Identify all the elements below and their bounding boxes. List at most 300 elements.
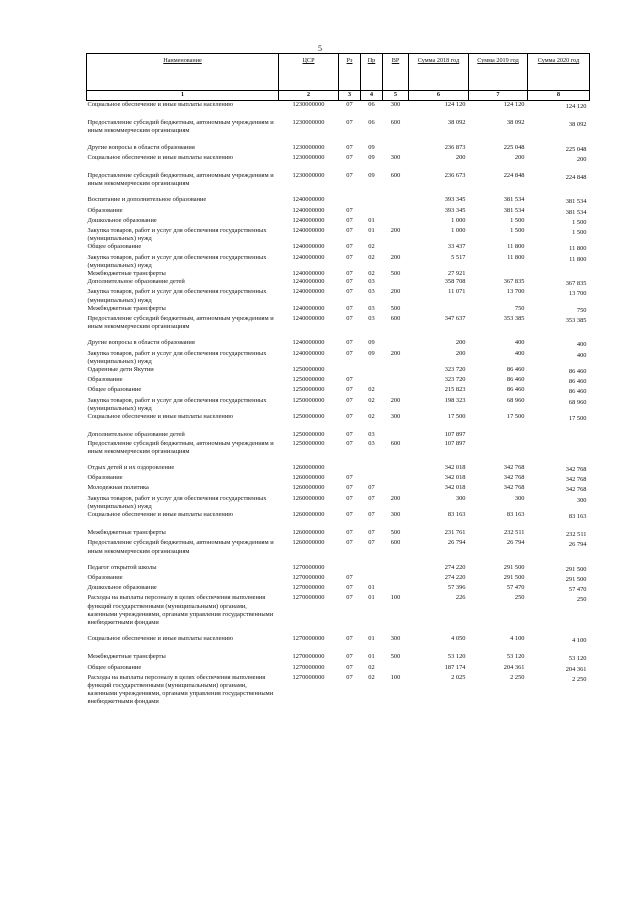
row-sum-2018: 358 708	[444, 278, 466, 286]
row-csr: 1240000000	[292, 227, 325, 235]
row-sum-2018: 300	[455, 494, 466, 502]
row-sum-2020: 53 120	[568, 655, 587, 663]
row-name: Межбюджетные трансферты	[87, 304, 166, 312]
row-csr: 1260000000	[292, 484, 325, 492]
row-sum-2019: 232 511	[503, 529, 525, 537]
row-spacer-cell	[87, 456, 590, 464]
row-sum-2018: 200	[455, 349, 466, 357]
row-vr	[383, 484, 409, 494]
row-sum-2020	[528, 270, 590, 278]
row-sum-2019: 225 048	[503, 143, 525, 151]
row-pr: 01	[368, 653, 375, 661]
table-row	[87, 664, 590, 674]
row-sum-2019: 11 800	[507, 243, 525, 251]
col-number: 8	[528, 91, 590, 101]
row-sum-2020: 4 100	[572, 637, 587, 645]
row-rz: 07	[346, 243, 353, 251]
table-row	[87, 674, 590, 707]
row-sum-2018: 1 000	[451, 216, 466, 224]
row-pr: 02	[368, 386, 375, 394]
row-csr: 1250000000	[292, 376, 325, 384]
row-rz	[339, 564, 361, 574]
table-row	[87, 511, 590, 521]
row-name: Предоставление субсидий бюджетным, автономным учреждениям и иным некоммерческим организациям	[87, 539, 274, 555]
row-rz: 07	[346, 288, 353, 296]
row-vr: 200	[390, 288, 401, 296]
row-vr: 500	[390, 653, 401, 661]
row-name: Социальное обеспечение и иные выплаты населению	[87, 413, 234, 421]
column-number-row	[87, 91, 590, 101]
row-sum-2019: 53 120	[506, 653, 525, 661]
table-row	[87, 270, 590, 278]
row-pr: 03	[368, 439, 375, 447]
row-sum-2020: 13 700	[568, 290, 587, 298]
row-csr: 1260000000	[292, 463, 325, 471]
table-row	[87, 635, 590, 645]
row-sum-2020: 381 534	[565, 198, 587, 206]
row-rz: 07	[346, 573, 353, 581]
header-vr: ВР	[383, 54, 409, 91]
row-sum-2019: 86 460	[506, 366, 525, 374]
row-csr: 1270000000	[292, 594, 325, 602]
row-rz: 07	[346, 315, 353, 323]
row-pr	[361, 196, 383, 206]
budget-table-container	[86, 53, 589, 707]
row-sum-2020: 204 361	[565, 665, 587, 673]
row-sum-2019: 367 835	[503, 278, 525, 286]
row-rz: 07	[346, 431, 353, 439]
row-spacer	[87, 521, 590, 529]
row-rz: 07	[346, 216, 353, 224]
table-row	[87, 564, 590, 574]
row-sum-2019: 86 460	[506, 376, 525, 384]
row-csr: 1260000000	[292, 494, 325, 502]
row-vr	[383, 474, 409, 484]
row-vr: 200	[390, 253, 401, 261]
row-pr	[361, 464, 383, 474]
row-sum-2020: 250	[576, 596, 587, 604]
row-sum-2018: 323 720	[444, 366, 466, 374]
row-sum-2018: 274 220	[444, 573, 466, 581]
row-rz	[339, 366, 361, 376]
row-sum-2020: 342 768	[565, 486, 587, 494]
row-rz: 07	[346, 635, 353, 643]
row-rz: 07	[346, 119, 353, 127]
row-name: Отдых детей и их оздоровление	[87, 463, 175, 471]
table-body	[87, 101, 590, 707]
row-sum-2019	[469, 431, 528, 439]
row-name: Предоставление субсидий бюджетным, автономным учреждениям и иным некоммерческим организациям	[87, 172, 274, 188]
row-sum-2020: 86 460	[568, 368, 587, 376]
table-row	[87, 594, 590, 627]
row-name: Молодежная политика	[87, 484, 149, 492]
row-sum-2018: 236 673	[444, 172, 466, 180]
row-vr: 600	[390, 439, 401, 447]
row-vr: 200	[390, 396, 401, 404]
row-spacer-cell	[87, 556, 590, 564]
row-spacer-cell	[87, 521, 590, 529]
row-csr: 1230000000	[292, 153, 325, 161]
row-sum-2019: 381 534	[503, 196, 525, 204]
row-pr: 01	[368, 227, 375, 235]
row-rz: 07	[346, 153, 353, 161]
table-row	[87, 431, 590, 439]
row-spacer-cell	[87, 188, 590, 196]
row-sum-2020: 38 092	[568, 121, 587, 129]
row-rz: 07	[346, 349, 353, 357]
table-row	[87, 254, 590, 270]
row-pr: 09	[368, 143, 375, 151]
row-name: Образование	[87, 206, 123, 214]
row-sum-2019: 83 163	[506, 510, 525, 518]
row-csr: 1270000000	[292, 653, 325, 661]
row-sum-2018: 57 396	[447, 584, 466, 592]
row-sum-2019: 13 700	[506, 288, 525, 296]
row-sum-2018: 342 018	[444, 474, 466, 482]
row-csr: 1240000000	[292, 288, 325, 296]
row-vr: 200	[390, 494, 401, 502]
row-sum-2020: 750	[576, 306, 587, 314]
row-csr: 1270000000	[292, 573, 325, 581]
row-sum-2020: 26 794	[568, 541, 587, 549]
header-name: Наименование	[87, 54, 279, 91]
row-pr: 02	[368, 253, 375, 261]
row-sum-2018: 5 517	[451, 253, 466, 261]
row-rz: 07	[346, 101, 353, 108]
row-vr: 600	[390, 315, 401, 323]
row-name: Образование	[87, 474, 123, 482]
row-rz: 07	[346, 206, 353, 214]
row-sum-2019: 291 500	[503, 573, 525, 581]
row-vr	[383, 144, 409, 154]
table-row	[87, 539, 590, 555]
row-name: Закупка товаров, работ и услуг для обеспечения государственных (муниципальных) нужд	[87, 253, 267, 269]
row-vr: 500	[390, 270, 401, 278]
row-pr: 01	[368, 584, 375, 592]
row-pr: 09	[368, 339, 375, 347]
header-pr: Пр	[361, 54, 383, 91]
row-vr: 200	[390, 227, 401, 235]
row-sum-2018: 38 092	[447, 119, 466, 127]
row-csr: 1260000000	[292, 529, 325, 537]
row-spacer-cell	[87, 331, 590, 339]
row-sum-2018: 11 071	[448, 288, 466, 296]
row-sum-2018	[409, 305, 469, 315]
row-rz: 07	[346, 653, 353, 661]
row-sum-2019: 124 120	[503, 101, 525, 108]
row-csr: 1240000000	[292, 243, 325, 251]
table-row	[87, 288, 590, 304]
row-vr: 500	[390, 529, 401, 537]
row-pr	[361, 574, 383, 584]
table-row	[87, 584, 590, 594]
row-sum-2018: 33 437	[447, 243, 466, 251]
row-spacer	[87, 556, 590, 564]
row-vr: 300	[390, 510, 401, 518]
row-sum-2019: 4 100	[510, 635, 525, 643]
table-row	[87, 207, 590, 217]
row-csr: 1230000000	[292, 143, 325, 151]
row-name: Предоставление субсидий бюджетным, автономным учреждениям и иным некоммерческим организациям	[87, 315, 274, 331]
row-name: Другие вопросы в области образования	[87, 143, 195, 151]
row-vr	[383, 664, 409, 674]
row-pr: 09	[368, 153, 375, 161]
row-name: Общее образование	[87, 663, 142, 671]
row-spacer-cell	[87, 136, 590, 144]
row-csr: 1240000000	[292, 315, 325, 323]
header-sum-2018: Сумма 2018 год	[409, 54, 469, 91]
row-vr: 200	[390, 349, 401, 357]
table-row	[87, 386, 590, 396]
row-spacer	[87, 136, 590, 144]
row-pr	[361, 564, 383, 574]
row-sum-2019: 26 794	[506, 539, 525, 547]
row-rz: 07	[346, 539, 353, 547]
row-rz: 07	[346, 172, 353, 180]
row-pr: 07	[368, 529, 375, 537]
row-name: Воспитание и дополнительное образование	[87, 196, 207, 204]
row-name: Расходы на выплаты персоналу в целях обеспечения выполнения функций государственными (муниципальными) органами, казенными учреждениями, органами управления государственными внебюджетными фондами	[87, 594, 274, 626]
row-csr: 1240000000	[292, 253, 325, 261]
row-name: Закупка товаров, работ и услуг для обеспечения государственных (муниципальных) нужд	[87, 349, 267, 365]
row-sum-2019: 204 361	[503, 663, 525, 671]
table-header	[87, 54, 590, 101]
row-sum-2019: 1 500	[510, 227, 525, 235]
row-sum-2020	[528, 440, 590, 456]
row-rz: 07	[346, 253, 353, 261]
header-csr: ЦСР	[279, 54, 339, 91]
row-vr: 600	[390, 172, 401, 180]
row-sum-2019: 57 470	[506, 584, 525, 592]
row-csr: 1230000000	[292, 101, 325, 108]
row-name: Предоставление субсидий бюджетным, автономным учреждениям и иным некоммерческим организациям	[87, 119, 274, 135]
table-row	[87, 217, 590, 227]
row-sum-2018: 200	[455, 339, 466, 347]
row-rz: 07	[346, 413, 353, 421]
row-rz: 07	[346, 510, 353, 518]
row-pr: 09	[368, 172, 375, 180]
table-row	[87, 464, 590, 474]
row-sum-2020: 1 500	[572, 218, 587, 226]
row-vr	[383, 386, 409, 396]
row-pr: 02	[368, 663, 375, 671]
row-csr: 1260000000	[292, 539, 325, 547]
row-sum-2019: 750	[514, 304, 525, 312]
table-row	[87, 574, 590, 584]
table-row	[87, 474, 590, 484]
row-sum-2019: 17 500	[506, 413, 525, 421]
row-csr: 1270000000	[292, 635, 325, 643]
row-vr: 300	[390, 153, 401, 161]
row-pr: 06	[368, 119, 375, 127]
row-sum-2019: 381 534	[503, 206, 525, 214]
table-row	[87, 196, 590, 206]
col-number: 1	[87, 91, 279, 101]
col-number: 4	[361, 91, 383, 101]
row-sum-2019: 342 768	[503, 484, 525, 492]
row-name: Закупка товаров, работ и услуг для обеспечения государственных (муниципальных) нужд	[87, 288, 267, 304]
col-number: 3	[339, 91, 361, 101]
row-name: Расходы на выплаты персоналу в целях обеспечения выполнения функций государственными (муниципальными) органами, казенными учреждениями, органами управления государственными внебюджетными фондами	[87, 673, 274, 706]
row-sum-2019: 400	[514, 349, 525, 357]
table-row	[87, 172, 590, 188]
row-spacer	[87, 423, 590, 431]
row-vr	[383, 366, 409, 376]
row-sum-2020: 291 500	[565, 575, 587, 583]
row-vr: 500	[390, 304, 401, 312]
row-name: Дошкольное образование	[87, 216, 157, 224]
row-pr: 09	[368, 349, 375, 357]
row-sum-2018: 107 897	[444, 439, 466, 447]
row-sum-2019: 250	[514, 594, 525, 602]
row-csr: 1270000000	[292, 673, 325, 681]
row-rz: 07	[346, 270, 353, 278]
row-pr: 01	[368, 216, 375, 224]
row-rz: 07	[346, 143, 353, 151]
row-pr: 07	[368, 494, 375, 502]
row-sum-2019: 2 250	[510, 673, 525, 681]
row-sum-2019	[469, 440, 528, 456]
row-vr: 300	[390, 413, 401, 421]
row-pr: 07	[368, 510, 375, 518]
row-spacer	[87, 111, 590, 119]
row-name: Социальное обеспечение и иные выплаты населению	[87, 101, 234, 108]
row-sum-2018: 53 120	[447, 653, 466, 661]
row-sum-2018: 393 345	[444, 206, 466, 214]
table-row	[87, 243, 590, 253]
row-rz: 07	[346, 584, 353, 592]
row-pr: 03	[368, 315, 375, 323]
row-rz: 07	[346, 474, 353, 482]
row-name: Социальное обеспечение и иные выплаты населению	[87, 635, 234, 643]
row-vr	[383, 278, 409, 288]
row-vr	[383, 196, 409, 206]
row-csr: 1250000000	[292, 396, 325, 404]
page-number: 5	[318, 44, 322, 53]
table-row	[87, 653, 590, 663]
row-sum-2018: 200	[455, 153, 466, 161]
row-csr: 1250000000	[292, 413, 325, 421]
table-row	[87, 529, 590, 539]
table-row	[87, 339, 590, 349]
table-row	[87, 227, 590, 243]
row-pr: 02	[368, 396, 375, 404]
row-sum-2019: 400	[514, 339, 525, 347]
row-sum-2019: 342 768	[503, 463, 525, 471]
row-sum-2019: 291 500	[503, 563, 525, 571]
row-name: Закупка товаров, работ и услуг для обеспечения государственных (муниципальных) нужд	[87, 396, 267, 412]
row-csr: 1240000000	[292, 196, 325, 204]
table-row	[87, 495, 590, 511]
row-rz: 07	[346, 376, 353, 384]
table-row	[87, 440, 590, 456]
row-sum-2018: 1 000	[451, 227, 466, 235]
col-number: 2	[279, 91, 339, 101]
row-pr: 03	[368, 278, 375, 286]
row-sum-2018: 226	[455, 594, 466, 602]
row-spacer-cell	[87, 111, 590, 119]
row-sum-2020: 17 500	[568, 415, 587, 423]
row-pr: 01	[368, 635, 375, 643]
table-row	[87, 350, 590, 366]
row-sum-2019: 200	[514, 153, 525, 161]
header-rz: Рз	[339, 54, 361, 91]
row-rz: 07	[346, 484, 353, 492]
row-name: Образование	[87, 573, 123, 581]
row-name: Закупка товаров, работ и услуг для обеспечения государственных (муниципальных) нужд	[87, 227, 267, 243]
row-name: Межбюджетные трансферты	[87, 270, 166, 278]
table-row	[87, 154, 590, 164]
row-vr	[383, 464, 409, 474]
budget-table	[86, 53, 590, 707]
row-vr: 600	[390, 539, 401, 547]
row-sum-2018: 26 794	[447, 539, 466, 547]
table-row	[87, 366, 590, 376]
row-sum-2020: 342 768	[565, 465, 587, 473]
row-pr: 02	[368, 673, 375, 681]
row-csr: 1240000000	[292, 304, 325, 312]
row-sum-2018: 187 174	[444, 663, 466, 671]
row-sum-2019: 342 768	[503, 474, 525, 482]
row-spacer	[87, 627, 590, 635]
row-sum-2018: 107 897	[444, 431, 466, 439]
row-vr: 300	[390, 635, 401, 643]
row-sum-2018: 83 163	[447, 510, 466, 518]
row-sum-2020: 124 120	[565, 103, 587, 110]
row-csr: 1250000000	[292, 386, 325, 394]
col-number: 7	[469, 91, 528, 101]
row-csr: 1240000000	[292, 216, 325, 224]
row-sum-2018: 342 018	[444, 463, 466, 471]
row-sum-2020: 300	[576, 496, 587, 504]
row-sum-2018: 342 018	[444, 484, 466, 492]
row-sum-2018: 323 720	[444, 376, 466, 384]
row-pr	[361, 376, 383, 386]
row-sum-2020: 400	[576, 351, 587, 359]
row-sum-2020: 353 385	[565, 317, 587, 325]
row-spacer	[87, 188, 590, 196]
row-sum-2020: 200	[576, 155, 587, 163]
row-name: Общее образование	[87, 386, 142, 394]
row-sum-2019: 300	[514, 494, 525, 502]
header-sum-2019: Сумма 2019 год	[469, 54, 528, 91]
row-name: Межбюджетные трансферты	[87, 653, 166, 661]
row-csr: 1230000000	[292, 119, 325, 127]
row-rz: 07	[346, 439, 353, 447]
row-sum-2018: 17 500	[447, 413, 466, 421]
row-name: Социальное обеспечение и иные выплаты населению	[87, 153, 234, 161]
row-sum-2020: 381 534	[565, 208, 587, 216]
row-rz: 07	[346, 304, 353, 312]
row-vr	[383, 584, 409, 594]
row-sum-2020: 86 460	[568, 378, 587, 386]
row-sum-2018: 236 873	[444, 143, 466, 151]
row-sum-2018: 4 050	[451, 635, 466, 643]
row-csr: 1260000000	[292, 474, 325, 482]
row-spacer	[87, 645, 590, 653]
row-sum-2019: 353 385	[503, 315, 525, 323]
row-vr	[383, 376, 409, 386]
row-pr: 02	[368, 413, 375, 421]
row-pr: 02	[368, 270, 375, 278]
row-rz	[339, 464, 361, 474]
row-pr: 06	[368, 101, 375, 108]
row-sum-2020: 232 511	[565, 531, 587, 539]
row-csr: 1240000000	[292, 339, 325, 347]
row-sum-2020: 11 800	[569, 245, 587, 253]
row-sum-2018: 393 345	[444, 196, 466, 204]
row-csr: 1260000000	[292, 510, 325, 518]
